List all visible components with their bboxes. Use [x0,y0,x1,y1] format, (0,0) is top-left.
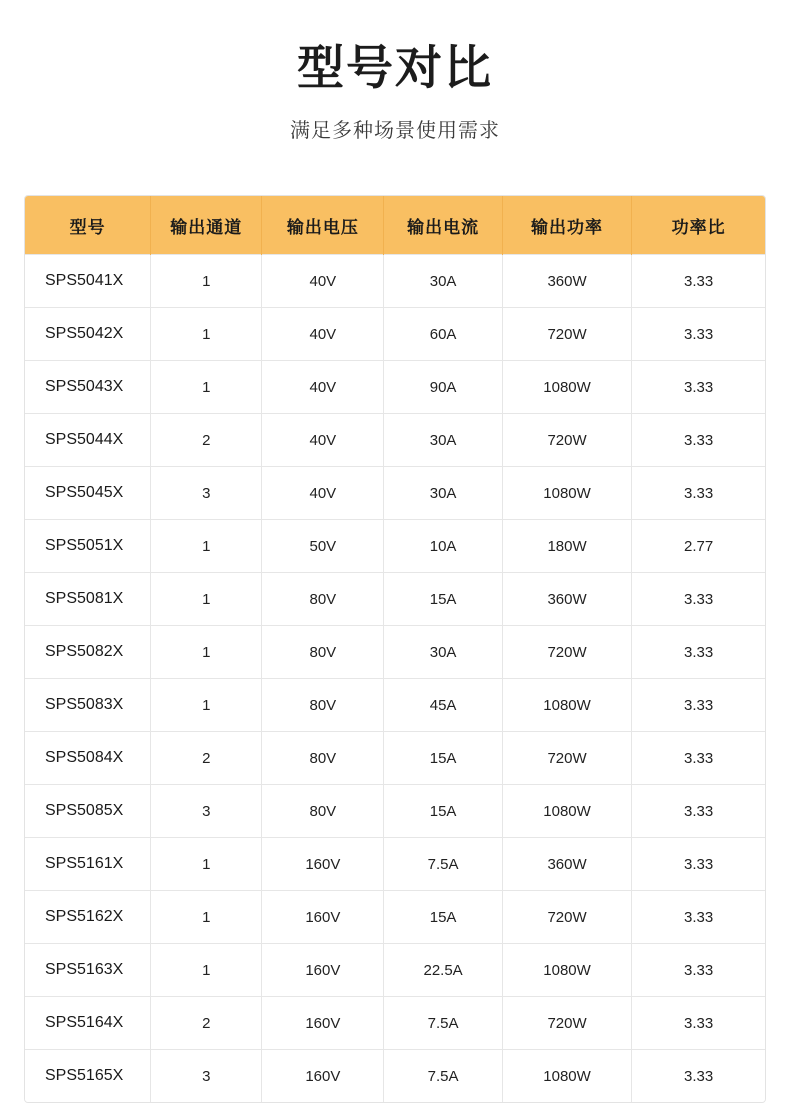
table-header [25,196,765,255]
cell-power-ratio: 3.33 [632,1050,765,1103]
column-header-voltage: 输出电压 [262,196,384,255]
cell-voltage: 80V [262,732,384,785]
table-row [25,573,765,626]
table-header-row [25,196,765,255]
table-row [25,414,765,467]
table-row [25,997,765,1050]
cell-voltage: 80V [262,626,384,679]
cell-model: SPS5051X [25,520,151,573]
cell-model: SPS5083X [25,679,151,732]
cell-power: 360W [502,255,632,308]
column-header-power: 输出功率 [502,196,632,255]
cell-current: 30A [384,626,502,679]
cell-channels: 2 [151,997,262,1050]
cell-power: 720W [502,626,632,679]
cell-model: SPS5164X [25,997,151,1050]
cell-power-ratio: 3.33 [632,838,765,891]
cell-current: 90A [384,361,502,414]
cell-power: 1080W [502,361,632,414]
cell-power-ratio: 2.77 [632,520,765,573]
cell-power: 720W [502,891,632,944]
table-row [25,361,765,414]
cell-voltage: 40V [262,414,384,467]
cell-power: 720W [502,308,632,361]
cell-model: SPS5044X [25,414,151,467]
cell-model: SPS5163X [25,944,151,997]
cell-current: 30A [384,255,502,308]
cell-power: 720W [502,997,632,1050]
cell-current: 15A [384,573,502,626]
cell-channels: 3 [151,467,262,520]
cell-power-ratio: 3.33 [632,732,765,785]
page-header [0,0,790,143]
cell-channels: 1 [151,308,262,361]
cell-current: 10A [384,520,502,573]
cell-model: SPS5165X [25,1050,151,1103]
cell-channels: 1 [151,891,262,944]
cell-current: 15A [384,785,502,838]
cell-voltage: 160V [262,1050,384,1103]
cell-power-ratio: 3.33 [632,308,765,361]
column-header-channels: 输出通道 [151,196,262,255]
cell-power-ratio: 3.33 [632,626,765,679]
cell-power: 720W [502,414,632,467]
cell-voltage: 80V [262,679,384,732]
cell-power-ratio: 3.33 [632,891,765,944]
cell-power: 1080W [502,467,632,520]
cell-power-ratio: 3.33 [632,785,765,838]
spec-table-container [24,195,766,1103]
cell-channels: 1 [151,944,262,997]
table-row [25,626,765,679]
cell-channels: 2 [151,414,262,467]
cell-voltage: 40V [262,361,384,414]
column-header-model: 型号 [25,196,151,255]
column-header-power-ratio: 功率比 [632,196,765,255]
cell-power-ratio: 3.33 [632,679,765,732]
cell-voltage: 40V [262,467,384,520]
cell-voltage: 160V [262,838,384,891]
table-row [25,785,765,838]
table-row [25,467,765,520]
table-row [25,944,765,997]
cell-channels: 1 [151,520,262,573]
cell-power-ratio: 3.33 [632,573,765,626]
cell-power-ratio: 3.33 [632,944,765,997]
cell-power: 360W [502,838,632,891]
cell-power-ratio: 3.33 [632,255,765,308]
table-row [25,308,765,361]
table-row [25,679,765,732]
cell-channels: 1 [151,679,262,732]
table-row [25,838,765,891]
cell-channels: 1 [151,361,262,414]
cell-power-ratio: 3.33 [632,414,765,467]
cell-current: 45A [384,679,502,732]
cell-model: SPS5084X [25,732,151,785]
cell-voltage: 80V [262,785,384,838]
table-row [25,891,765,944]
cell-voltage: 40V [262,308,384,361]
cell-channels: 1 [151,838,262,891]
cell-current: 60A [384,308,502,361]
cell-channels: 1 [151,626,262,679]
table-row [25,1050,765,1103]
cell-model: SPS5043X [25,361,151,414]
cell-voltage: 160V [262,997,384,1050]
table-row [25,520,765,573]
cell-channels: 3 [151,785,262,838]
cell-power-ratio: 3.33 [632,467,765,520]
cell-power: 1080W [502,679,632,732]
cell-voltage: 50V [262,520,384,573]
cell-model: SPS5045X [25,467,151,520]
cell-voltage: 80V [262,573,384,626]
cell-power: 720W [502,732,632,785]
cell-current: 30A [384,414,502,467]
cell-power: 1080W [502,944,632,997]
cell-voltage: 160V [262,944,384,997]
cell-voltage: 40V [262,255,384,308]
cell-current: 15A [384,891,502,944]
cell-power: 1080W [502,785,632,838]
table-row [25,255,765,308]
cell-model: SPS5041X [25,255,151,308]
spec-table [25,196,765,1102]
cell-current: 15A [384,732,502,785]
cell-power-ratio: 3.33 [632,997,765,1050]
table-body [25,255,765,1103]
page-title: 型号对比 [297,41,493,94]
cell-channels: 2 [151,732,262,785]
table-row [25,732,765,785]
cell-current: 7.5A [384,838,502,891]
cell-current: 30A [384,467,502,520]
cell-current: 7.5A [384,1050,502,1103]
cell-model: SPS5082X [25,626,151,679]
column-header-current: 输出电流 [384,196,502,255]
cell-power: 180W [502,520,632,573]
cell-power: 1080W [502,1050,632,1103]
cell-model: SPS5161X [25,838,151,891]
cell-channels: 1 [151,573,262,626]
page-subtitle: 满足多种场景使用需求 [290,120,500,143]
cell-model: SPS5085X [25,785,151,838]
cell-model: SPS5042X [25,308,151,361]
cell-model: SPS5081X [25,573,151,626]
cell-current: 22.5A [384,944,502,997]
cell-current: 7.5A [384,997,502,1050]
cell-channels: 3 [151,1050,262,1103]
cell-channels: 1 [151,255,262,308]
cell-model: SPS5162X [25,891,151,944]
cell-power-ratio: 3.33 [632,361,765,414]
cell-voltage: 160V [262,891,384,944]
cell-power: 360W [502,573,632,626]
